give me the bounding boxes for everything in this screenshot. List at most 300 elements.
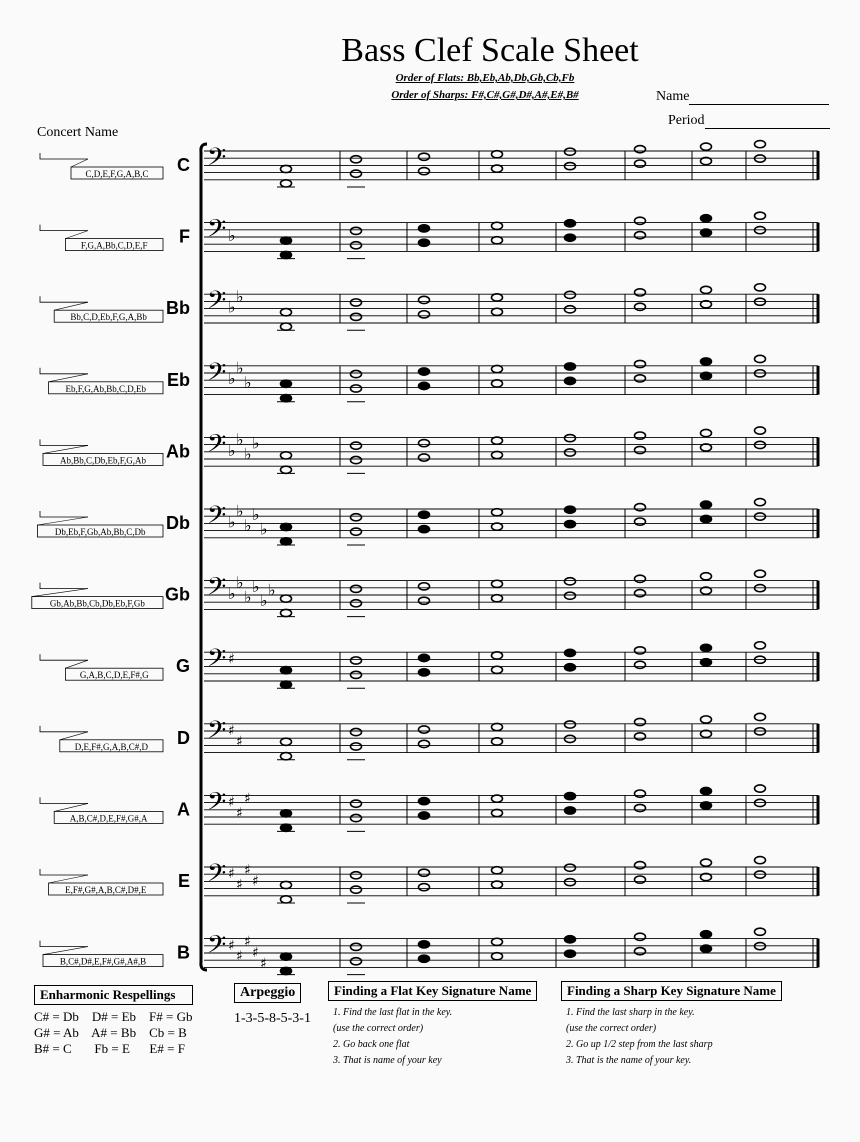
whole-note bbox=[755, 141, 766, 148]
concert-name-text: B,C#,D#,E,F#,G#,A#,B bbox=[59, 956, 147, 967]
whole-note bbox=[492, 953, 503, 960]
whole-note bbox=[419, 884, 430, 891]
whole-note bbox=[635, 948, 646, 955]
whole-note bbox=[492, 523, 503, 530]
concert-name-text: Ab,Bb,C,Db,Eb,F,G,Ab bbox=[59, 455, 147, 466]
whole-note bbox=[281, 824, 292, 831]
whole-note bbox=[755, 928, 766, 935]
concert-bracket-line bbox=[40, 439, 88, 445]
whole-note bbox=[635, 933, 646, 940]
whole-note bbox=[492, 652, 503, 659]
bass-clef-icon: 𝄢 bbox=[207, 572, 227, 608]
flat-icon: ♭ bbox=[236, 573, 244, 593]
whole-note bbox=[281, 165, 292, 172]
flat-icon: ♭ bbox=[260, 519, 268, 539]
concert-name-text: Db,Eb,F,Gb,Ab,Bb,C,Db bbox=[54, 527, 146, 537]
concert-name-text: A,B,C#,D,E,F#,G#,A bbox=[69, 813, 148, 824]
sharp-icon: ♯ bbox=[236, 877, 243, 893]
enharmonic-line: C# = Db D# = Eb F# = Gb bbox=[34, 1009, 193, 1024]
whole-note bbox=[635, 375, 646, 382]
whole-note bbox=[701, 787, 712, 794]
whole-note bbox=[351, 958, 362, 965]
sharp-icon: ♯ bbox=[228, 723, 235, 739]
concert-bracket-line bbox=[40, 654, 88, 660]
enharmonic-section bbox=[34, 985, 193, 1057]
flat-icon: ♭ bbox=[244, 516, 252, 535]
page-title: Bass Clef Scale Sheet bbox=[341, 32, 639, 69]
sharp-icon: ♯ bbox=[228, 651, 235, 668]
whole-note bbox=[281, 251, 292, 258]
whole-note bbox=[565, 592, 576, 599]
key-label: Ab bbox=[166, 441, 190, 462]
whole-note bbox=[565, 449, 576, 456]
whole-note bbox=[755, 427, 766, 434]
concert-bracket-connector bbox=[54, 302, 88, 310]
enharmonic-title: Enharmonic Respellings bbox=[34, 985, 193, 1005]
concert-bracket-line bbox=[40, 941, 88, 947]
whole-note bbox=[351, 370, 362, 377]
concert-bracket-connector bbox=[54, 803, 88, 811]
flat-key-section bbox=[328, 981, 537, 1069]
concert-bracket-line bbox=[40, 511, 88, 517]
bass-clef-icon: 𝄢 bbox=[207, 787, 227, 823]
concert-bracket-line bbox=[40, 726, 88, 732]
sharp-icon: ♯ bbox=[252, 873, 259, 890]
whole-note bbox=[701, 802, 712, 809]
whole-note bbox=[492, 237, 503, 244]
whole-note bbox=[492, 666, 503, 673]
whole-note bbox=[351, 800, 362, 807]
flat-icon: ♭ bbox=[236, 430, 244, 449]
flat-icon: ♭ bbox=[252, 505, 260, 525]
name-blank[interactable] bbox=[689, 89, 829, 105]
sharp-step: 3. That is the name of your key. bbox=[566, 1055, 692, 1066]
flat-icon: ♭ bbox=[228, 440, 236, 460]
whole-note bbox=[755, 642, 766, 649]
concert-bracket-connector bbox=[71, 159, 88, 167]
whole-note bbox=[565, 220, 576, 227]
whole-note bbox=[565, 291, 576, 298]
whole-note bbox=[492, 867, 503, 874]
whole-note bbox=[635, 432, 646, 439]
whole-note bbox=[565, 148, 576, 155]
whole-note bbox=[701, 229, 712, 236]
whole-note bbox=[419, 153, 430, 160]
whole-note bbox=[492, 795, 503, 802]
whole-note bbox=[419, 526, 430, 533]
whole-note bbox=[565, 578, 576, 585]
whole-note bbox=[565, 506, 576, 513]
flat-icon: ♭ bbox=[268, 580, 276, 600]
whole-note bbox=[755, 713, 766, 720]
whole-note bbox=[419, 955, 430, 962]
flat-icon: ♭ bbox=[244, 372, 252, 392]
whole-note bbox=[419, 296, 430, 303]
concert-bracket-line bbox=[40, 368, 88, 374]
key-label: D bbox=[177, 727, 190, 748]
flat-icon: ♭ bbox=[236, 358, 244, 378]
whole-note bbox=[565, 864, 576, 871]
sharp-icon: ♯ bbox=[236, 733, 243, 750]
concert-name-text: Bb,C,D,Eb,F,G,A,Bb bbox=[70, 312, 147, 323]
whole-note bbox=[351, 657, 362, 664]
whole-note bbox=[635, 804, 646, 811]
whole-note bbox=[351, 585, 362, 592]
whole-note bbox=[419, 740, 430, 747]
concert-name-text: Eb,F,G,Ab,Bb,C,D,Eb bbox=[65, 383, 147, 394]
whole-note bbox=[635, 518, 646, 525]
whole-note bbox=[492, 881, 503, 888]
whole-note bbox=[635, 876, 646, 883]
whole-note bbox=[635, 661, 646, 668]
flat-step: 3. That is name of your key bbox=[333, 1055, 442, 1066]
whole-note bbox=[419, 654, 430, 661]
whole-note bbox=[351, 743, 362, 750]
whole-note bbox=[635, 289, 646, 296]
concert-name-label: Concert Name bbox=[37, 125, 119, 140]
sharp-step: (use the correct order) bbox=[566, 1023, 657, 1034]
whole-note bbox=[351, 943, 362, 950]
whole-note bbox=[281, 237, 292, 244]
whole-note bbox=[565, 363, 576, 370]
whole-note bbox=[419, 511, 430, 518]
concert-bracket-line bbox=[40, 153, 88, 159]
whole-note bbox=[565, 435, 576, 442]
whole-note bbox=[281, 967, 292, 974]
whole-note bbox=[701, 716, 712, 723]
concert-bracket-line bbox=[40, 296, 88, 302]
enharmonic-line: G# = Ab A# = Bb Cb = B bbox=[34, 1025, 187, 1040]
whole-note bbox=[419, 597, 430, 604]
whole-note bbox=[565, 521, 576, 528]
sharp-icon: ♯ bbox=[228, 937, 235, 954]
bass-clef-icon: 𝄢 bbox=[207, 143, 227, 178]
bass-clef-icon: 𝄢 bbox=[207, 859, 227, 894]
whole-note bbox=[701, 372, 712, 379]
whole-note bbox=[419, 368, 430, 375]
whole-note bbox=[419, 726, 430, 733]
bass-clef-icon: 𝄢 bbox=[207, 715, 227, 751]
concert-bracket-connector bbox=[65, 660, 88, 668]
whole-note bbox=[351, 313, 362, 320]
whole-note bbox=[701, 215, 712, 222]
whole-note bbox=[351, 170, 362, 177]
whole-note bbox=[351, 872, 362, 879]
whole-note bbox=[701, 143, 712, 150]
whole-note bbox=[492, 222, 503, 229]
key-label: Gb bbox=[165, 584, 190, 605]
period-field bbox=[668, 113, 830, 129]
whole-note bbox=[565, 807, 576, 814]
system-bracket bbox=[201, 144, 207, 970]
order-of-sharps: Order of Sharps: F#,C#,G#,D#,A#,E#,B# bbox=[391, 89, 579, 101]
key-label: Db bbox=[166, 513, 190, 533]
order-of-flats: Order of Flats: Bb,Eb,Ab,Db,Gb,Cb,Fb bbox=[395, 72, 575, 84]
whole-note bbox=[281, 681, 292, 688]
whole-note bbox=[419, 225, 430, 232]
concert-name-text: Gb,Ab,Bb,Cb,Db,Eb,F,Gb bbox=[49, 598, 145, 609]
whole-note bbox=[635, 303, 646, 310]
whole-note bbox=[635, 718, 646, 725]
whole-note bbox=[492, 308, 503, 315]
whole-note bbox=[635, 790, 646, 797]
whole-note bbox=[701, 515, 712, 522]
whole-note bbox=[419, 168, 430, 175]
whole-note bbox=[492, 294, 503, 301]
concert-bracket-connector bbox=[43, 445, 88, 453]
whole-note bbox=[755, 570, 766, 577]
whole-note bbox=[565, 306, 576, 313]
whole-note bbox=[755, 212, 766, 219]
whole-note bbox=[351, 600, 362, 607]
whole-note bbox=[281, 667, 292, 674]
whole-note bbox=[635, 446, 646, 453]
concert-bracket-connector bbox=[32, 589, 88, 597]
whole-note bbox=[419, 669, 430, 676]
whole-note bbox=[635, 232, 646, 239]
whole-note bbox=[565, 936, 576, 943]
whole-note bbox=[635, 590, 646, 597]
whole-note bbox=[281, 380, 292, 387]
sharp-step: 2. Go up 1/2 step from the last sharp bbox=[566, 1039, 713, 1050]
concert-name-text: E,F#,G#,A,B,C#,D#,E bbox=[65, 885, 147, 895]
whole-note bbox=[351, 886, 362, 893]
whole-note bbox=[701, 644, 712, 651]
whole-note bbox=[281, 896, 292, 903]
whole-note bbox=[281, 753, 292, 760]
whole-note bbox=[492, 580, 503, 587]
whole-note bbox=[701, 429, 712, 436]
whole-note bbox=[492, 380, 503, 387]
key-label: C bbox=[177, 155, 190, 175]
whole-note bbox=[281, 609, 292, 616]
whole-note bbox=[351, 456, 362, 463]
concert-bracket-line bbox=[40, 869, 88, 875]
whole-note bbox=[701, 358, 712, 365]
sharp-icon: ♯ bbox=[244, 934, 251, 951]
concert-bracket-line bbox=[40, 583, 88, 589]
whole-note bbox=[492, 938, 503, 945]
whole-note bbox=[281, 309, 292, 316]
whole-note bbox=[492, 365, 503, 372]
whole-note bbox=[419, 583, 430, 590]
whole-note bbox=[492, 509, 503, 516]
whole-note bbox=[419, 440, 430, 447]
whole-note bbox=[351, 299, 362, 306]
sharp-icon: ♯ bbox=[228, 794, 235, 811]
whole-note bbox=[419, 869, 430, 876]
flat-step: 2. Go back one flat bbox=[333, 1039, 410, 1050]
whole-note bbox=[492, 809, 503, 816]
concert-bracket-line bbox=[40, 225, 88, 231]
sharp-icon: ♯ bbox=[236, 948, 243, 965]
flat-step: (use the correct order) bbox=[333, 1023, 424, 1034]
whole-note bbox=[351, 814, 362, 821]
whole-note bbox=[635, 862, 646, 869]
whole-note bbox=[281, 395, 292, 402]
whole-note bbox=[419, 239, 430, 246]
key-label: B bbox=[177, 942, 190, 963]
whole-note bbox=[635, 217, 646, 224]
whole-note bbox=[351, 528, 362, 535]
whole-note bbox=[492, 723, 503, 730]
sharp-step: 1. Find the last sharp in the key. bbox=[566, 1007, 695, 1018]
whole-note bbox=[755, 785, 766, 792]
whole-note bbox=[755, 857, 766, 864]
whole-note bbox=[701, 501, 712, 508]
whole-note bbox=[492, 165, 503, 172]
whole-note bbox=[701, 859, 712, 866]
whole-note bbox=[635, 733, 646, 740]
bass-clef-icon: 𝄢 bbox=[207, 501, 227, 536]
sharp-icon: ♯ bbox=[244, 791, 251, 807]
sharp-icon: ♯ bbox=[252, 945, 259, 961]
bass-clef-icon: 𝄢 bbox=[207, 930, 227, 966]
whole-note bbox=[701, 573, 712, 580]
key-label: F bbox=[179, 226, 190, 247]
whole-note bbox=[635, 146, 646, 153]
whole-note bbox=[635, 647, 646, 654]
flat-step: 1. Find the last flat in the key. bbox=[333, 1007, 453, 1018]
flat-icon: ♭ bbox=[228, 369, 236, 389]
whole-note bbox=[635, 160, 646, 167]
whole-note bbox=[281, 180, 292, 187]
whole-note bbox=[351, 227, 362, 234]
whole-note bbox=[281, 452, 292, 459]
whole-note bbox=[635, 360, 646, 367]
flat-key-title: Finding a Flat Key Signature Name bbox=[328, 981, 537, 1001]
whole-note bbox=[565, 163, 576, 170]
whole-note bbox=[351, 728, 362, 735]
whole-note bbox=[419, 382, 430, 389]
concert-bracket-connector bbox=[60, 732, 88, 740]
whole-note bbox=[565, 721, 576, 728]
whole-note bbox=[565, 649, 576, 656]
key-label: E bbox=[177, 871, 190, 891]
sharp-icon: ♯ bbox=[244, 862, 251, 879]
bass-clef-icon: 𝄢 bbox=[207, 214, 227, 250]
whole-note bbox=[419, 812, 430, 819]
concert-bracket-connector bbox=[49, 875, 88, 883]
whole-note bbox=[635, 504, 646, 511]
whole-note bbox=[635, 575, 646, 582]
flat-icon: ♭ bbox=[228, 584, 236, 603]
whole-note bbox=[565, 879, 576, 886]
whole-note bbox=[281, 810, 292, 817]
bass-clef-icon: 𝄢 bbox=[207, 429, 227, 465]
whole-note bbox=[701, 945, 712, 952]
arpeggio-title: Arpeggio bbox=[234, 983, 301, 1003]
flat-icon: ♭ bbox=[244, 444, 252, 464]
whole-note bbox=[351, 385, 362, 392]
whole-note bbox=[351, 671, 362, 678]
concert-bracket-connector bbox=[49, 374, 88, 382]
flat-icon: ♭ bbox=[228, 226, 236, 245]
whole-note bbox=[419, 311, 430, 318]
period-label: Period bbox=[668, 113, 705, 128]
whole-note bbox=[492, 451, 503, 458]
sharp-icon: ♯ bbox=[228, 866, 235, 883]
name-field bbox=[656, 89, 829, 105]
concert-bracket-connector bbox=[37, 517, 88, 525]
whole-note bbox=[281, 523, 292, 530]
flat-icon: ♭ bbox=[260, 591, 268, 611]
bass-clef-icon: 𝄢 bbox=[207, 357, 227, 393]
key-label: G bbox=[175, 656, 190, 677]
whole-note bbox=[281, 953, 292, 960]
whole-note bbox=[351, 442, 362, 449]
sharp-key-section bbox=[561, 981, 782, 1069]
bass-clef-icon: 𝄢 bbox=[207, 644, 227, 680]
whole-note bbox=[565, 664, 576, 671]
whole-note bbox=[281, 323, 292, 330]
whole-note bbox=[281, 595, 292, 602]
whole-note bbox=[755, 499, 766, 506]
whole-note bbox=[565, 735, 576, 742]
whole-note bbox=[755, 355, 766, 362]
flat-icon: ♭ bbox=[252, 433, 260, 453]
enharmonic-line: B# = C Fb = E E# = F bbox=[34, 1041, 185, 1056]
concert-bracket-line bbox=[40, 797, 88, 803]
whole-note bbox=[492, 437, 503, 444]
flat-icon: ♭ bbox=[228, 512, 236, 532]
sharp-key-title: Finding a Sharp Key Signature Name bbox=[561, 981, 782, 1001]
whole-note bbox=[565, 234, 576, 241]
concert-name-text: G,A,B,C,D,E,F#,G bbox=[79, 670, 149, 681]
name-label: Name bbox=[656, 89, 690, 104]
concert-name-text: C,D,E,F,G,A,B,C bbox=[85, 169, 149, 179]
whole-note bbox=[565, 950, 576, 957]
sharp-icon: ♯ bbox=[236, 805, 243, 822]
whole-note bbox=[281, 538, 292, 545]
whole-note bbox=[281, 881, 292, 888]
concert-bracket-connector bbox=[65, 231, 88, 239]
whole-note bbox=[701, 659, 712, 666]
flat-icon: ♭ bbox=[236, 501, 244, 521]
key-label: Bb bbox=[166, 298, 190, 319]
key-label: Eb bbox=[166, 369, 190, 390]
whole-note bbox=[419, 798, 430, 805]
whole-note bbox=[281, 738, 292, 745]
flat-icon: ♭ bbox=[228, 297, 236, 317]
whole-note bbox=[419, 454, 430, 461]
flat-icon: ♭ bbox=[244, 587, 252, 607]
period-blank[interactable] bbox=[705, 113, 830, 129]
whole-note bbox=[701, 286, 712, 293]
key-label: A bbox=[177, 799, 190, 820]
whole-note bbox=[419, 941, 430, 948]
whole-note bbox=[701, 931, 712, 938]
bass-clef-icon: 𝄢 bbox=[207, 286, 227, 322]
sharp-icon: ♯ bbox=[260, 955, 267, 972]
whole-note bbox=[281, 466, 292, 473]
whole-note bbox=[492, 595, 503, 602]
concert-name-text: D,E,F#,G,A,B,C#,D bbox=[74, 741, 149, 752]
whole-note bbox=[351, 156, 362, 163]
whole-note bbox=[492, 151, 503, 158]
whole-note bbox=[351, 242, 362, 249]
whole-note bbox=[755, 284, 766, 291]
whole-note bbox=[492, 738, 503, 745]
whole-note bbox=[351, 514, 362, 521]
whole-note bbox=[565, 793, 576, 800]
concert-name-text: F,G,A,Bb,C,D,E,F bbox=[80, 240, 148, 251]
arpeggio-pattern: 1-3-5-8-5-3-1 bbox=[234, 1011, 311, 1026]
arpeggio-section bbox=[234, 983, 311, 1027]
flat-icon: ♭ bbox=[236, 286, 244, 306]
whole-note bbox=[565, 377, 576, 384]
concert-bracket-connector bbox=[43, 947, 88, 955]
